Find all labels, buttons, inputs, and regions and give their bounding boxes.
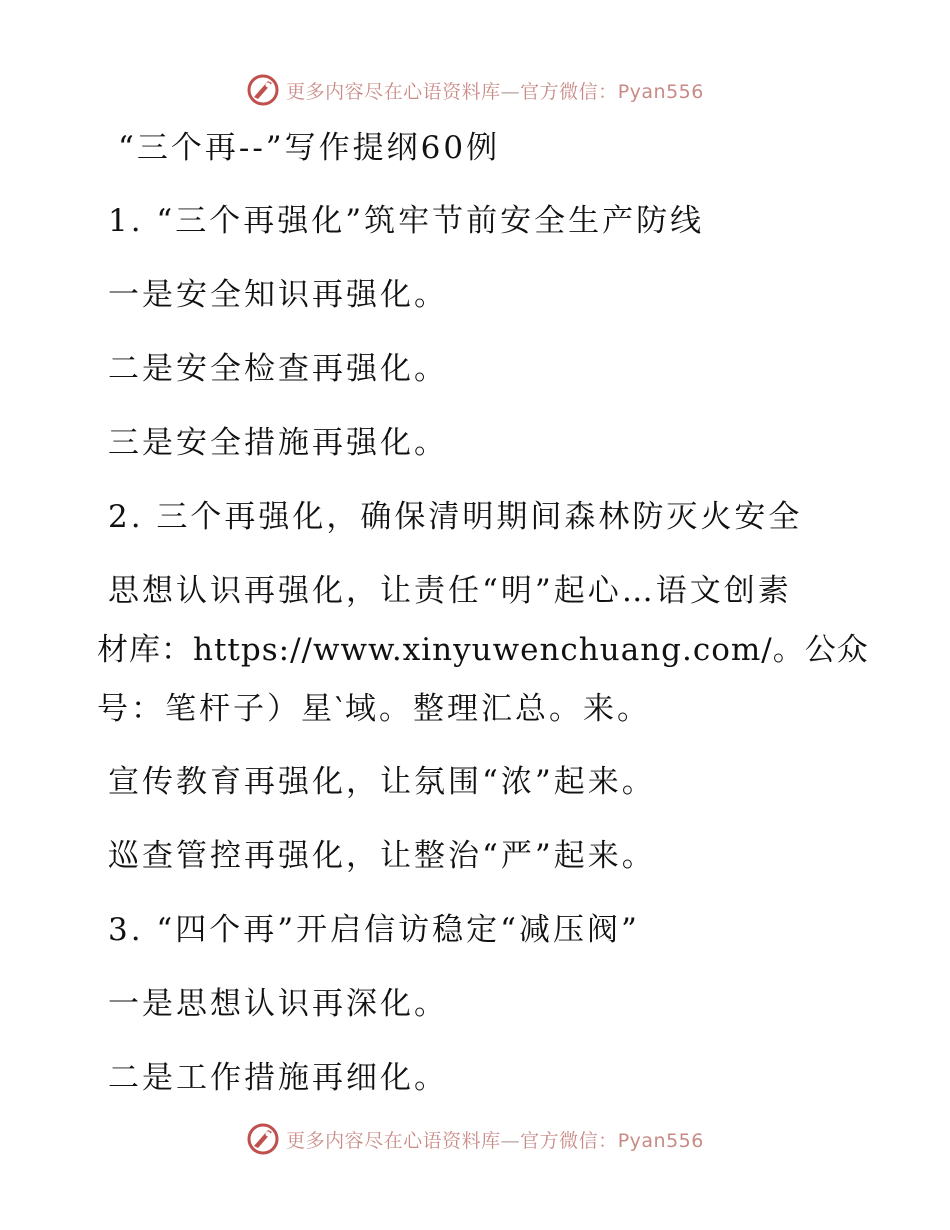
quill-circle-icon: [246, 73, 280, 107]
watermark-main: 更多内容尽在心语资料库: [286, 1129, 501, 1152]
section-heading-1: 1. “三个再强化”筑牢节前安全生产防线: [108, 203, 705, 239]
watermark-separator: —: [500, 80, 521, 103]
watermark-banner-bottom: [0, 1119, 950, 1159]
text-line: 二是工作措施再细化。: [108, 1060, 448, 1096]
watermark-text: [286, 1126, 704, 1153]
text-line: 巡查管控再强化，让整治“严”起来。: [108, 838, 656, 874]
watermark-separator: —: [500, 1129, 521, 1152]
text-line: 材库：https://www.xinyuwenchuang.com/。公众: [97, 632, 869, 668]
text-line: 宣传教育再强化，让氛围“浓”起来。: [108, 764, 656, 800]
watermark-banner-top: [0, 70, 950, 110]
quill-circle-icon: [246, 1122, 280, 1156]
text-line: 三是安全措施再强化。: [108, 425, 448, 461]
text-line: 一是思想认识再深化。: [108, 986, 448, 1022]
watermark-official: 官方微信：: [520, 80, 618, 103]
section-heading-3: 3. “四个再”开启信访稳定“减压阀”: [108, 912, 640, 948]
watermark-account: Pyan556: [617, 1129, 704, 1152]
text-line: 思想认识再强化，让责任“明”起心…语文创素: [108, 573, 792, 609]
section-heading-2: 2. 三个再强化，确保清明期间森林防灭火安全: [108, 499, 803, 535]
watermark-main: 更多内容尽在心语资料库: [286, 80, 501, 103]
text-line: 号：笔杆子）星‵域。整理汇总。来。: [97, 691, 652, 727]
watermark-account: Pyan556: [617, 80, 704, 103]
text-line: 一是安全知识再强化。: [108, 277, 448, 313]
watermark-text: [286, 77, 704, 104]
document-title: “三个再--”写作提纲60例: [118, 130, 501, 166]
text-line: 二是安全检查再强化。: [108, 351, 448, 387]
watermark-official: 官方微信：: [520, 1129, 618, 1152]
